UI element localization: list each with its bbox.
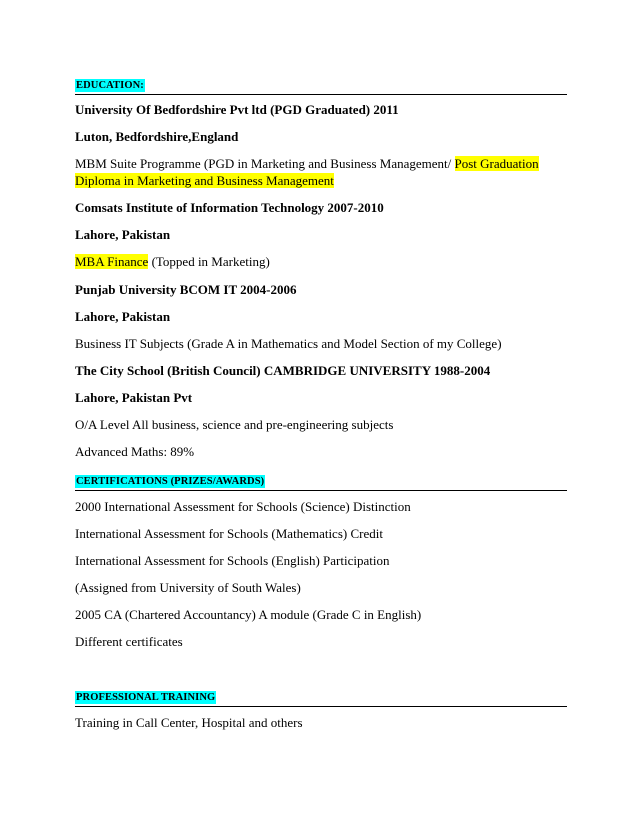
- certifications-heading-rule: [75, 470, 567, 491]
- certification-item: 2005 CA (Chartered Accountancy) A module (Grade C in English): [75, 607, 422, 622]
- education-entry-title: Punjab University BCOM IT 2004-2006: [75, 282, 297, 297]
- education-entry-detail: [75, 173, 575, 189]
- education-entry-detail: Advanced Maths: 89%: [75, 444, 195, 459]
- training-heading: PROFESSIONAL TRAINING: [76, 692, 216, 703]
- education-entry-detail: [75, 254, 575, 270]
- highlighted-text: MBA Finance: [75, 254, 149, 269]
- education-entry-detail: O/A Level All business, science and pre-engineering subjects: [75, 417, 394, 432]
- training-item: Training in Call Center, Hospital and others: [75, 715, 303, 730]
- education-entry-detail: [75, 156, 575, 172]
- education-entry-location: Lahore, Pakistan: [75, 227, 171, 242]
- education-entry-title: University Of Bedfordshire Pvt ltd (PGD Graduated) 2011: [75, 102, 399, 117]
- certification-item: (Assigned from University of South Wales): [75, 580, 301, 595]
- education-entry-title: The City School (British Council) CAMBRIDGE UNIVERSITY 1988-2004: [75, 363, 491, 378]
- education-entry-location: Luton, Bedfordshire,England: [75, 129, 239, 144]
- education-entry-location: Lahore, Pakistan Pvt: [75, 390, 193, 405]
- certification-item: 2000 International Assessment for Schools (Science) Distinction: [75, 499, 411, 514]
- education-entry-detail: Business IT Subjects (Grade A in Mathematics and Model Section of my College): [75, 336, 502, 351]
- highlighted-text: Post Graduation: [454, 156, 539, 171]
- certification-item: International Assessment for Schools (English) Participation: [75, 553, 390, 568]
- education-heading: EDUCATION:: [76, 80, 144, 91]
- education-entry-location: Lahore, Pakistan: [75, 309, 171, 324]
- certifications-heading: CERTIFICATIONS (PRIZES/AWARDS): [76, 476, 265, 487]
- certification-item: International Assessment for Schools (Mathematics) Credit: [75, 526, 383, 541]
- education-detail-text: MBM Suite Programme (PGD in Marketing and Business Management/: [75, 156, 455, 171]
- highlighted-text: Diploma in Marketing and Business Management: [75, 173, 334, 188]
- education-entry-title: Comsats Institute of Information Technology 2007-2010: [75, 200, 384, 215]
- training-heading-rule: [75, 686, 567, 707]
- education-detail-text: (Topped in Marketing): [148, 254, 270, 269]
- certification-item: Different certificates: [75, 634, 183, 649]
- education-heading-rule: [75, 74, 567, 95]
